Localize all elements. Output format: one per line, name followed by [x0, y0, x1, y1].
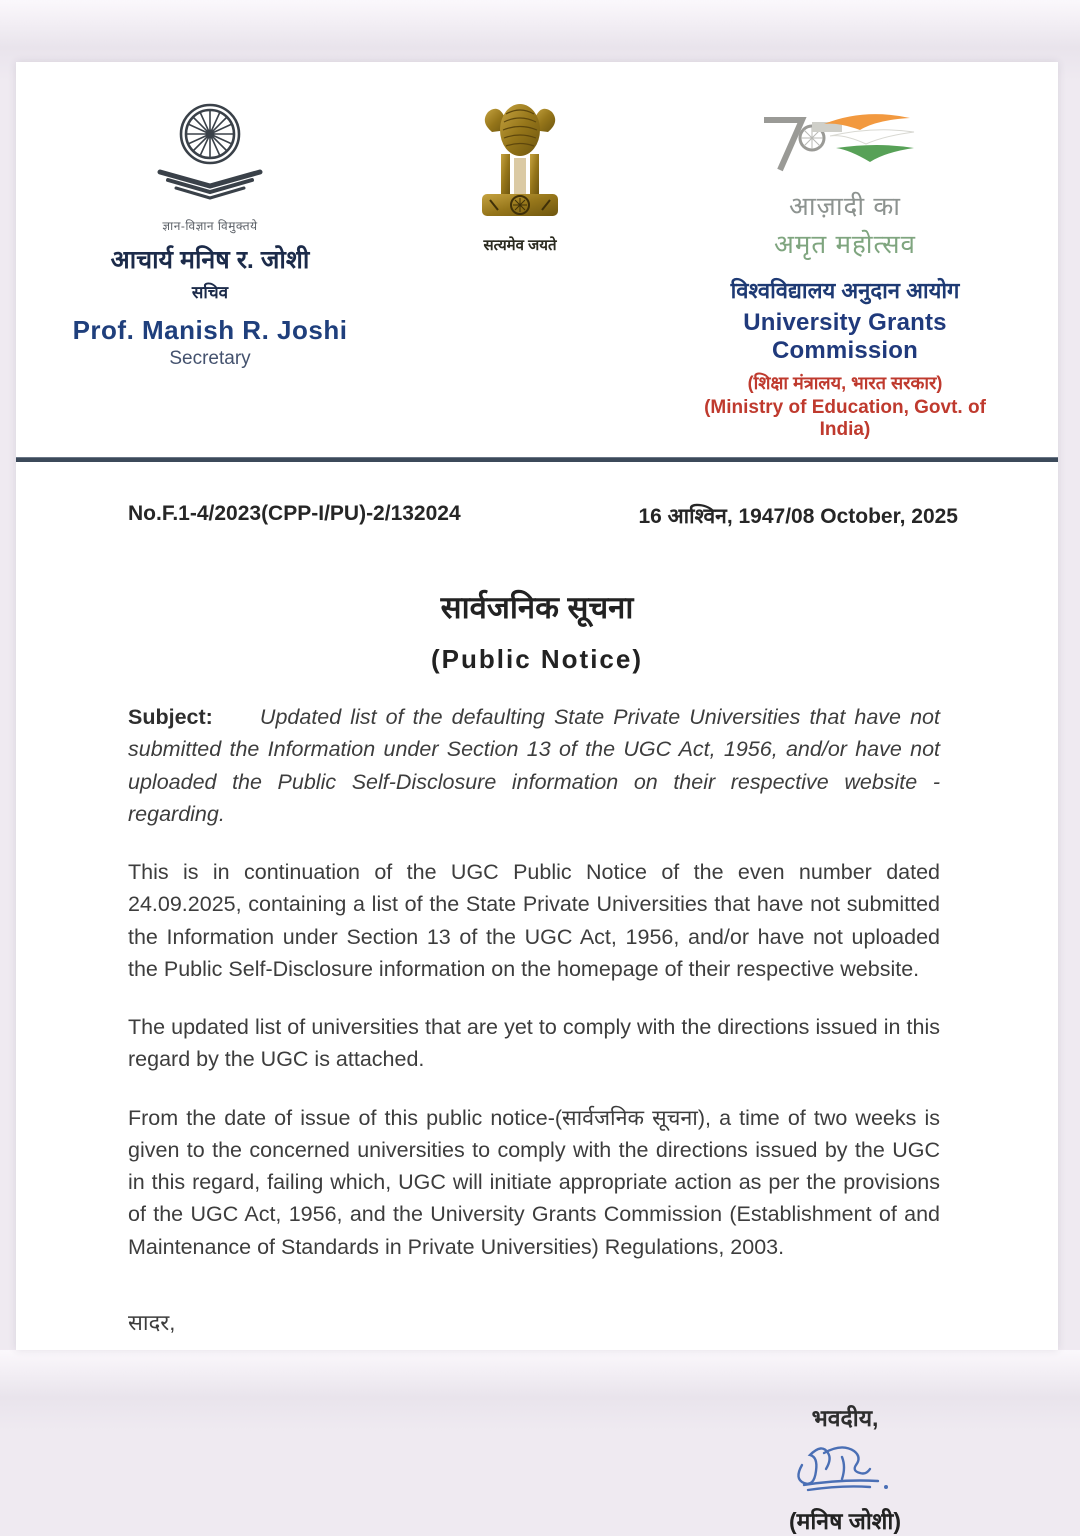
ministry-hindi: (शिक्षा मंत्रालय, भारत सरकार): [747, 373, 943, 393]
notice-document: [16, 62, 1058, 1534]
notice-title-english: (Public Notice): [430, 644, 643, 674]
ugc-name-hindi: विश्वविद्यालय अनुदान आयोग: [730, 278, 960, 303]
secretary-name-english: Prof. Manish R. Joshi: [72, 315, 348, 345]
signature-block: [760, 1401, 930, 1536]
subject-text: Updated list of the defaulting State Private Universities that have not submitted the Information under Section 13 of the UGC Act, 1956, and/or have not uploaded the Public Self-Disclosure information on their respective website - regarding.: [128, 705, 940, 826]
satyameva-jayate-text: सत्यमेव जयते: [483, 237, 557, 254]
national-emblem-block: [415, 90, 625, 255]
ugc-motto-text: ज्ञान-विज्ञान विमुक्तये: [162, 219, 258, 233]
body-paragraph-2: The updated list of universities that are yet to comply with the directions issued in this regard by the UGC is attached.: [128, 1015, 940, 1072]
secretary-post-hindi: सचिव: [191, 283, 229, 302]
secretary-block: [60, 90, 360, 370]
reference-number: No.F.1-4/2023(CPP-I/PU)-2/132024: [128, 502, 461, 525]
ugc-name-english: University Grants Commission: [743, 309, 947, 364]
body-paragraph-3: From the date of issue of this public notice-(सार्वजनिक सूचना), a time of two weeks is given to the concerned universities to comply with the directions issued by the UGC in this regard, failing which, UGC will initiate appropriate action as per the provisions of the UGC Act, 1956, and the University Grants Commission (Establishment of and Maintenance of Standards in Private Universities) Regulations, 2003.: [128, 1105, 940, 1259]
body-paragraph-1: This is in continuation of the UGC Public Notice of the even number dated 24.09.2025, containing a list of the State Private Universities that have not submitted the Information under Section 13 of the UGC Act, 1956, and/or have not uploaded the Public Self-Disclosure information on the homepage of their respective website.: [128, 860, 940, 981]
secretary-post-english: Secretary: [169, 348, 251, 369]
signatory-name: (मनिष जोशी): [788, 1507, 902, 1534]
secretary-name-hindi: आचार्य मनिष र. जोशी: [110, 246, 310, 274]
notice-body: [16, 701, 1058, 1337]
ugc-wheel-book-logo-icon: [146, 195, 274, 212]
signature-salutation: भवदीय,: [811, 1404, 879, 1431]
reference-row: [16, 462, 1058, 530]
ministry-english: (Ministry of Education, Govt. of India): [704, 397, 986, 440]
azadi-ka-amrit-mahotsav-logo-icon: [750, 169, 940, 186]
ashoka-lion-capital-emblem-icon: [470, 215, 570, 232]
notice-title-hindi: सार्वजनिक सूचना: [440, 590, 634, 625]
subject-paragraph: [128, 701, 940, 830]
closing-hindi: सादर,: [128, 1309, 176, 1335]
notice-date: 16 आश्विन, 1947/08 October, 2025: [638, 505, 958, 528]
azadi-text-line1: आज़ादी का: [788, 191, 902, 221]
azadi-text-line2: अमृत महोत्सव: [773, 229, 916, 259]
ugc-title-block: [680, 90, 1010, 441]
subject-label: Subject:: [128, 705, 213, 729]
handwritten-signature-icon: [790, 1439, 900, 1502]
letterhead: [16, 62, 1058, 441]
